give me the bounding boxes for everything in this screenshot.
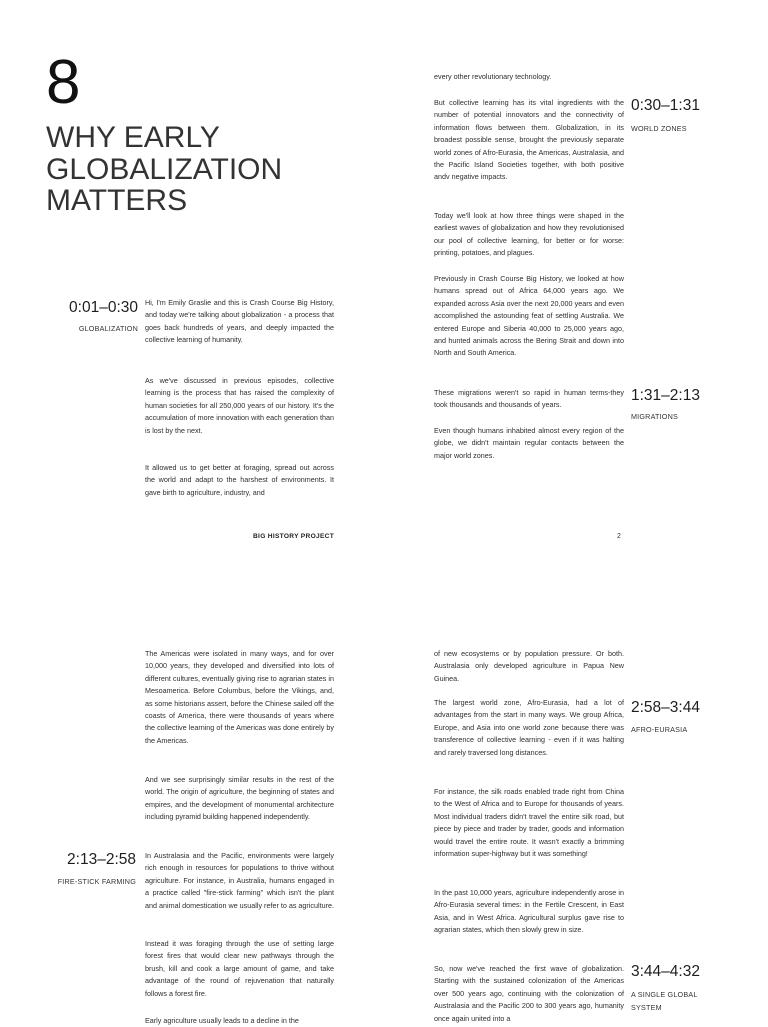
timestamp-fire-stick: 2:13–2:58 — [67, 851, 136, 868]
paragraph: So, now we've reached the first wave of globalization. Starting with the sustained colonization of the Americas over 500 years ago, continuing with the colonization of Australasia and the Pacific 200 to 300 years ago, humanity once again united into a — [434, 964, 624, 1023]
paragraph: every other revolutionary technology. — [434, 72, 552, 81]
paragraph: The largest world zone, Afro-Eurasia, had a lot of advantages from the start in many ways. We group Africa, Europe, and Asia into one world zone because there was transference of collective learning - even if it was halting and rarely traversed long distances. — [434, 698, 624, 757]
timestamp-global-system-label: A SINGLE GLOBAL SYSTEM — [631, 990, 698, 1012]
paragraph: Early agriculture usually leads to a decline in the — [145, 1016, 299, 1025]
paragraph: The Americas were isolated in many ways, and for over 10,000 years, they developed and diversified into lots of different cultures, eventually giving rise to agrarian states in Mesoamerica. Before Columbus, before the Vikings, and, as some historians assert, before the Chinese sailed off the coasts of America, there were thousands of years where the collective learning of the Americas was done entirely by the Americas. — [145, 649, 334, 745]
paragraph: But collective learning has its vital ingredients with the number of potential innovators and the connectivity of information flows between them. Globalization, in its broadest possible sense, brought the previously separate world zones of Afro-Eurasia, the Americas, Australasia, and the Pacific Island Societies together, with both positive andv negative impacts. — [434, 98, 624, 182]
timestamp-globalization-label: GLOBALIZATION — [78, 324, 138, 333]
timestamp-world-zones: 0:30–1:31 — [631, 97, 700, 114]
paragraph: Instead it was foraging through the use of setting large forest fires that would clear new pathways through the brush, kill and cook a large amount of game, and take advantage of the round of rejuvenation that naturally follows a forest fire. — [145, 939, 334, 998]
chapter-title: WHY EARLY GLOBALIZATION MATTERS — [46, 121, 283, 217]
timestamp-migrations-label: MIGRATIONS — [631, 412, 678, 421]
paragraph: In the past 10,000 years, agriculture independently arose in Afro-Eurasia several times: in the Fertile Crescent, in East Asia, and in West Africa. Agricultural surplus gave rise to agrarian states, which then slowly grew in size. — [434, 888, 624, 935]
paragraph: of new ecosystems or by population pressure. Or both. Australasia only developed agriculture in Papua New Guinea. — [434, 649, 624, 683]
timestamp-afro-eurasia: 2:58–3:44 — [631, 699, 700, 716]
paragraph: Today we'll look at how three things were shaped in the earliest waves of globalization and how they revolutionised our pool of collective learning, for better or for worse: printing, potatoes, and plagues. — [434, 211, 624, 258]
paragraph: Even though humans inhabited almost every region of the globe, we didn't maintain regular contacts between the major world zones. — [434, 426, 624, 460]
footer-brand: BIG HISTORY PROJECT — [253, 533, 335, 540]
timestamp-globalization: 0:01–0:30 — [69, 299, 138, 316]
timestamp-afro-eurasia-label: AFRO-EURASIA — [631, 725, 688, 734]
timestamp-migrations: 1:31–2:13 — [631, 387, 700, 404]
timestamp-fire-stick-label: FIRE-STICK FARMING — [57, 877, 136, 886]
paragraph: Hi, I'm Emily Graslie and this is Crash Course Big History, and today we're talking about globalization - a process that goes back hundreds of years, and deeply impacted the collective learning of humanity. — [145, 298, 334, 345]
page-number: 2 — [617, 533, 621, 540]
paragraph: In Australasia and the Pacific, environments were largely rich enough in resources for populations to thrive without agriculture. For instance, in Australia, humans engaged in a practice called "fire-stick farming" which isn't the plant and animal domestication we usually refer to as agriculture. — [145, 851, 334, 910]
chapter-number: 8 — [46, 48, 80, 117]
paragraph: For instance, the silk roads enabled trade right from China to the West of Africa and to Europe for thousands of years. Most individual traders didn't travel the entire silk road, but piece by piece and trader by trader, goods and information would travel the entire route. It wasn't exactly a brimming information super-highway but it was something! — [434, 787, 624, 859]
timestamp-world-zones-label: WORLD ZONES — [631, 124, 687, 133]
paragraph: As we've discussed in previous episodes, collective learning is the process that has raised the complexity of human societies for all 250,000 years of our history. It's the accumulation of more innovation with each generation than is lost by the next. — [145, 376, 334, 435]
paragraph: And we see surprisingly similar results in the rest of the world. The origin of agriculture, the beginning of states and empires, and the development of monumental architecture including pyramid building happened independently. — [145, 775, 334, 822]
paragraph: Previously in Crash Course Big History, we looked at how humans spread out of Africa 64,000 years ago. We expanded across Asia over the next 20,000 years and even accomplished the astounding feat of settling Australia. We entered Europe and Siberia 40,000 to 25,000 years ago, and hunted animals across the Bering Strait and down into North and South America. — [434, 274, 624, 358]
paragraph: These migrations weren't so rapid in human terms-they took thousands and thousands of years. — [434, 388, 624, 410]
paragraph: It allowed us to get better at foraging, spread out across the world and adapt to the harshest of environments. It gave birth to agriculture, industry, and — [145, 463, 334, 497]
timestamp-global-system: 3:44–4:32 — [631, 963, 700, 980]
